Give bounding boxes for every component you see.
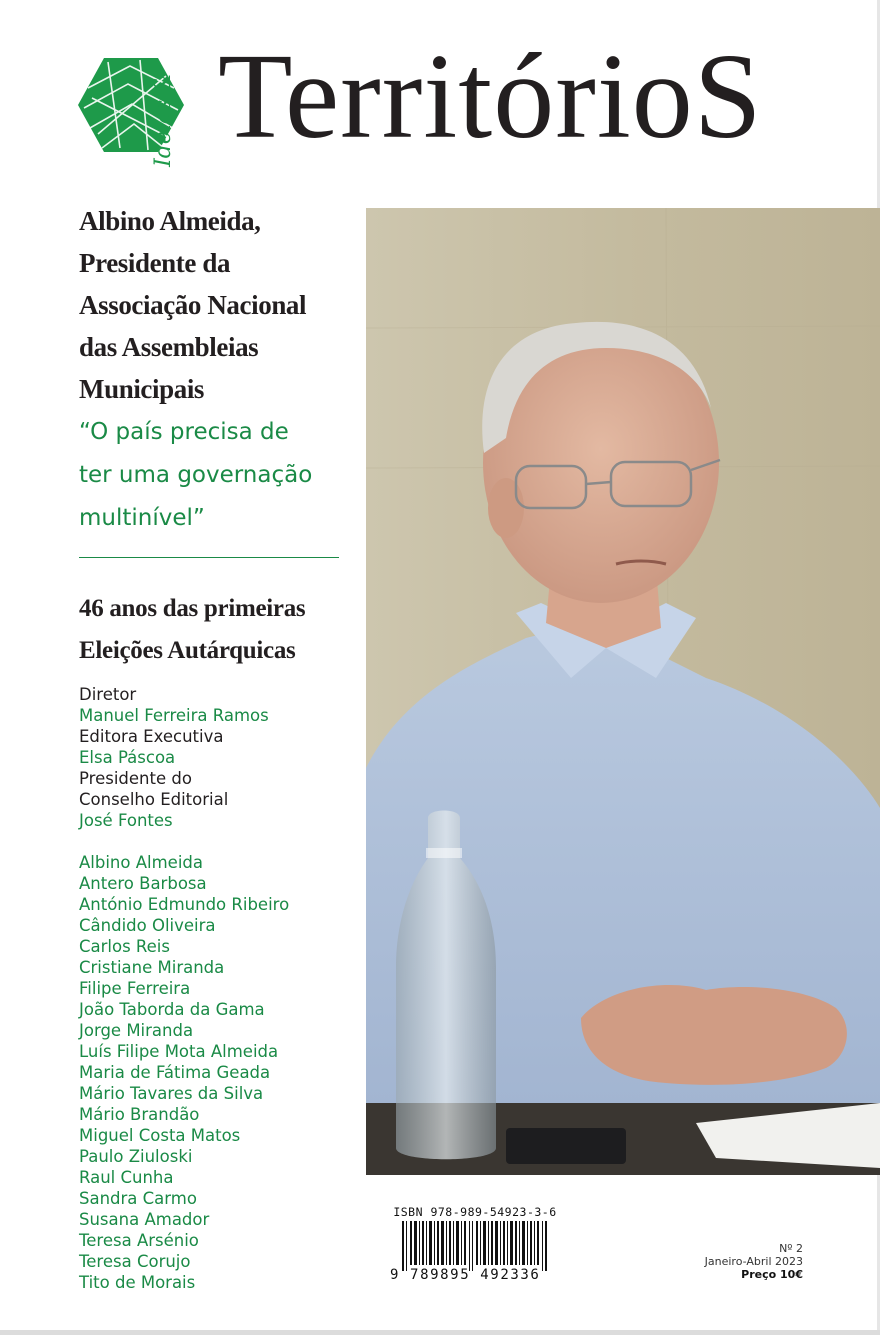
- quote-line: ter uma governação: [79, 462, 313, 488]
- credit-role: Presidente do: [79, 769, 192, 788]
- contributor-name: Susana Amador: [79, 1210, 210, 1229]
- quote-line: multinível”: [79, 505, 205, 531]
- contributor-name: Cristiane Miranda: [79, 958, 225, 977]
- headline-line: Presidente da: [79, 248, 231, 278]
- cover-photo: [366, 208, 880, 1175]
- contributor-name: Antero Barbosa: [79, 874, 207, 893]
- green-divider: [79, 557, 339, 558]
- headline-line: Associação Nacional: [79, 290, 307, 320]
- credit-role: Diretor: [79, 685, 137, 704]
- contributor-name: Raul Cunha: [79, 1168, 174, 1187]
- cover-photo-illustration: [366, 208, 880, 1175]
- quote-line: “O país precisa de: [79, 419, 289, 445]
- headline-line: das Assembleias: [79, 332, 259, 362]
- contributor-name: Albino Almeida: [79, 853, 203, 872]
- credit-role: Editora Executiva: [79, 727, 224, 746]
- contributor-name: Cândido Oliveira: [79, 916, 216, 935]
- credit-role: Conselho Editorial: [79, 790, 229, 809]
- barcode-digits: 9 789895 492336: [390, 1267, 541, 1283]
- contributor-name: António Edmundo Ribeiro: [79, 895, 290, 914]
- isbn-barcode: [390, 1205, 560, 1285]
- issue-number: Nº 2: [779, 1242, 803, 1255]
- issue-info: [705, 1242, 803, 1281]
- page-bottom-edge: [0, 1330, 880, 1335]
- headline-line: Albino Almeida,: [79, 206, 261, 236]
- contributor-name: Filipe Ferreira: [79, 979, 191, 998]
- credit-name: Manuel Ferreira Ramos: [79, 706, 269, 725]
- contributor-name: Teresa Corujo: [79, 1252, 191, 1271]
- contributor-name: Paulo Ziuloski: [79, 1147, 193, 1166]
- masthead: [78, 29, 818, 167]
- secondary-headline-line: 46 anos das primeiras: [79, 595, 306, 622]
- isbn-number: ISBN 978-989-54923-3-6: [393, 1205, 557, 1219]
- secondary-headline: [79, 588, 341, 672]
- cover-headline: [79, 200, 341, 410]
- contributor-name: Carlos Reis: [79, 937, 170, 956]
- contributor-name: João Taborda da Gama: [79, 1000, 265, 1019]
- contributor-name: Mário Tavares da Silva: [79, 1084, 264, 1103]
- cover-quote: [79, 410, 341, 539]
- contributor-name: Sandra Carmo: [79, 1189, 197, 1208]
- contributor-name: Tito de Morais: [79, 1273, 196, 1292]
- contributor-name: Miguel Costa Matos: [79, 1126, 241, 1145]
- credit-name: José Fontes: [79, 811, 173, 830]
- contributor-name: Luís Filipe Mota Almeida: [79, 1042, 279, 1061]
- cover-text-column: [79, 200, 341, 1293]
- contributors-list: [79, 852, 341, 1293]
- issue-price: Preço 10€: [741, 1268, 803, 1281]
- credit-name: Elsa Páscoa: [79, 748, 176, 767]
- contributor-name: Maria de Fátima Geada: [79, 1063, 271, 1082]
- editorial-credits: [79, 684, 341, 831]
- headline-line: Municipais: [79, 374, 205, 404]
- secondary-headline-line: Eleições Autárquicas: [79, 637, 296, 664]
- contributor-name: Jorge Miranda: [79, 1021, 194, 1040]
- contributor-name: Mário Brandão: [79, 1105, 200, 1124]
- contributor-name: Teresa Arsénio: [79, 1231, 199, 1250]
- logo-subtitle: Ideias &: [151, 73, 176, 167]
- magazine-title: TerritórioS: [218, 29, 763, 164]
- issue-period: Janeiro-Abril 2023: [704, 1255, 803, 1268]
- barcode-bars: [390, 1221, 560, 1271]
